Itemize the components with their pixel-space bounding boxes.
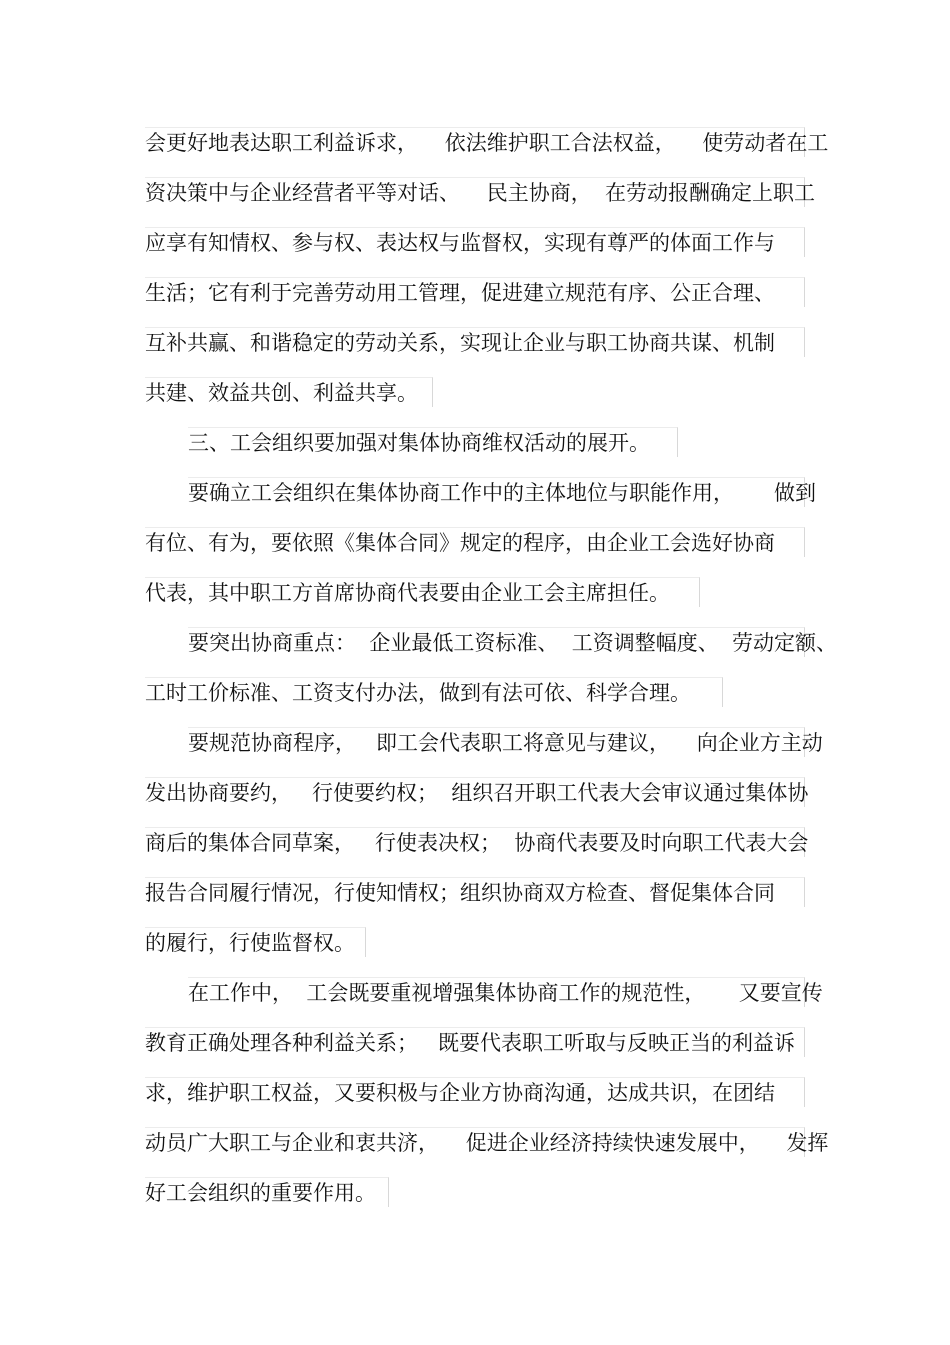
text-line: 代表，其中职工方首席协商代表要由企业工会主席担任。 xyxy=(145,577,700,607)
section-heading: 三、工会组织要加强对集体协商维权活动的展开。 xyxy=(188,427,678,457)
text-line: 生活；它有利于完善劳动用工管理，促进建立规范有序、公正合理、 xyxy=(145,277,805,307)
text-line: 商后的集体合同草案， 行使表决权； 协商代表要及时向职工代表大会 xyxy=(145,827,805,857)
text-line: 好工会组织的重要作用。 xyxy=(145,1177,389,1207)
text-line: 要突出协商重点： 企业最低工资标准、 工资调整幅度、 劳动定额、 xyxy=(188,627,805,657)
text-line: 工时工价标准、工资支付办法，做到有法可依、科学合理。 xyxy=(145,677,723,707)
text-line: 在工作中， 工会既要重视增强集体协商工作的规范性， 又要宣传 xyxy=(188,977,805,1007)
text-line: 动员广大职工与企业和衷共济， 促进企业经济持续快速发展中， 发挥 xyxy=(145,1127,805,1157)
text-line: 互补共赢、和谐稳定的劳动关系，实现让企业与职工协商共谋、机制 xyxy=(145,327,805,357)
text-line: 共建、效益共创、利益共享。 xyxy=(145,377,433,407)
text-line: 发出协商要约， 行使要约权； 组织召开职工代表大会审议通过集体协 xyxy=(145,777,805,807)
text-line: 有位、有为，要依照《集体合同》规定的程序，由企业工会选好协商 xyxy=(145,527,805,557)
text-line: 的履行，行使监督权。 xyxy=(145,927,366,957)
text-line: 要确立工会组织在集体协商工作中的主体地位与职能作用， 做到 xyxy=(188,477,805,507)
text-line: 报告合同履行情况，行使知情权；组织协商双方检查、督促集体合同 xyxy=(145,877,805,907)
text-line: 会更好地表达职工利益诉求， 依法维护职工合法权益， 使劳动者在工 xyxy=(145,127,805,157)
text-line: 要规范协商程序， 即工会代表职工将意见与建议， 向企业方主动 xyxy=(188,727,805,757)
text-line: 求，维护职工权益，又要积极与企业方协商沟通，达成共识，在团结 xyxy=(145,1077,805,1107)
text-line: 应享有知情权、参与权、表达权与监督权，实现有尊严的体面工作与 xyxy=(145,227,805,257)
text-line: 资决策中与企业经营者平等对话、 民主协商， 在劳动报酬确定上职工 xyxy=(145,177,805,207)
text-line: 教育正确处理各种利益关系； 既要代表职工听取与反映正当的利益诉 xyxy=(145,1027,805,1057)
